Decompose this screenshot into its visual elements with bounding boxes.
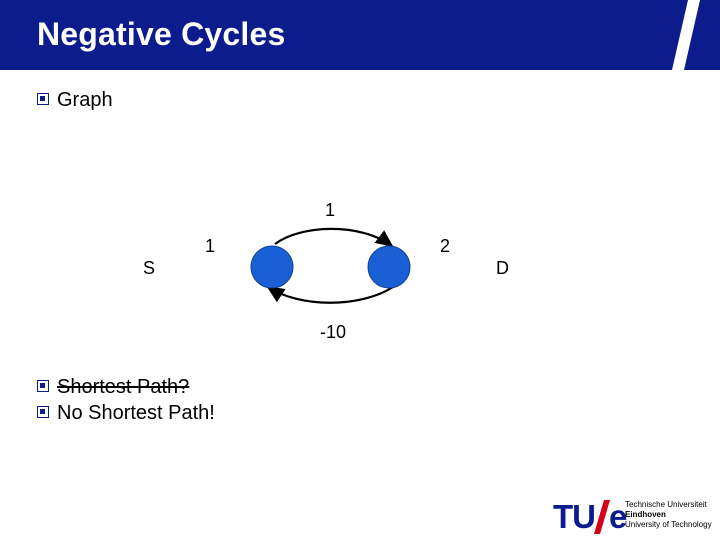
bullet-icon bbox=[37, 380, 49, 392]
logo-line-1: Technische Universiteit bbox=[625, 500, 707, 509]
logo-line-3: University of Technology bbox=[625, 520, 712, 529]
node-d-label: D bbox=[496, 258, 509, 278]
edge-b-to-a bbox=[268, 287, 393, 303]
tue-logo-mark bbox=[552, 494, 717, 538]
edge-a-to-b bbox=[275, 229, 392, 246]
svg-text:e: e bbox=[609, 498, 628, 535]
edge-s-a-weight: 1 bbox=[205, 236, 216, 256]
edge-a-b-weight: 1 bbox=[325, 200, 336, 220]
edge-b-a-weight: -10 bbox=[320, 322, 347, 342]
tue-logo bbox=[552, 494, 717, 538]
logo-line-2: Eindhoven bbox=[625, 510, 666, 519]
page-title: Negative Cycles bbox=[37, 16, 286, 52]
bullet-text: Graph bbox=[57, 89, 113, 111]
svg-text:TU: TU bbox=[553, 498, 595, 535]
node-a bbox=[251, 246, 293, 288]
bullet-no-shortest-path bbox=[37, 402, 215, 425]
bullet-text: No Shortest Path! bbox=[57, 402, 215, 424]
bullet-text: Shortest Path? bbox=[57, 376, 190, 398]
node-s-label: S bbox=[143, 258, 156, 278]
edge-b-d-weight: 2 bbox=[440, 236, 451, 256]
bullet-icon bbox=[37, 406, 49, 418]
node-b bbox=[368, 246, 410, 288]
bullet-shortest-path bbox=[37, 376, 189, 399]
